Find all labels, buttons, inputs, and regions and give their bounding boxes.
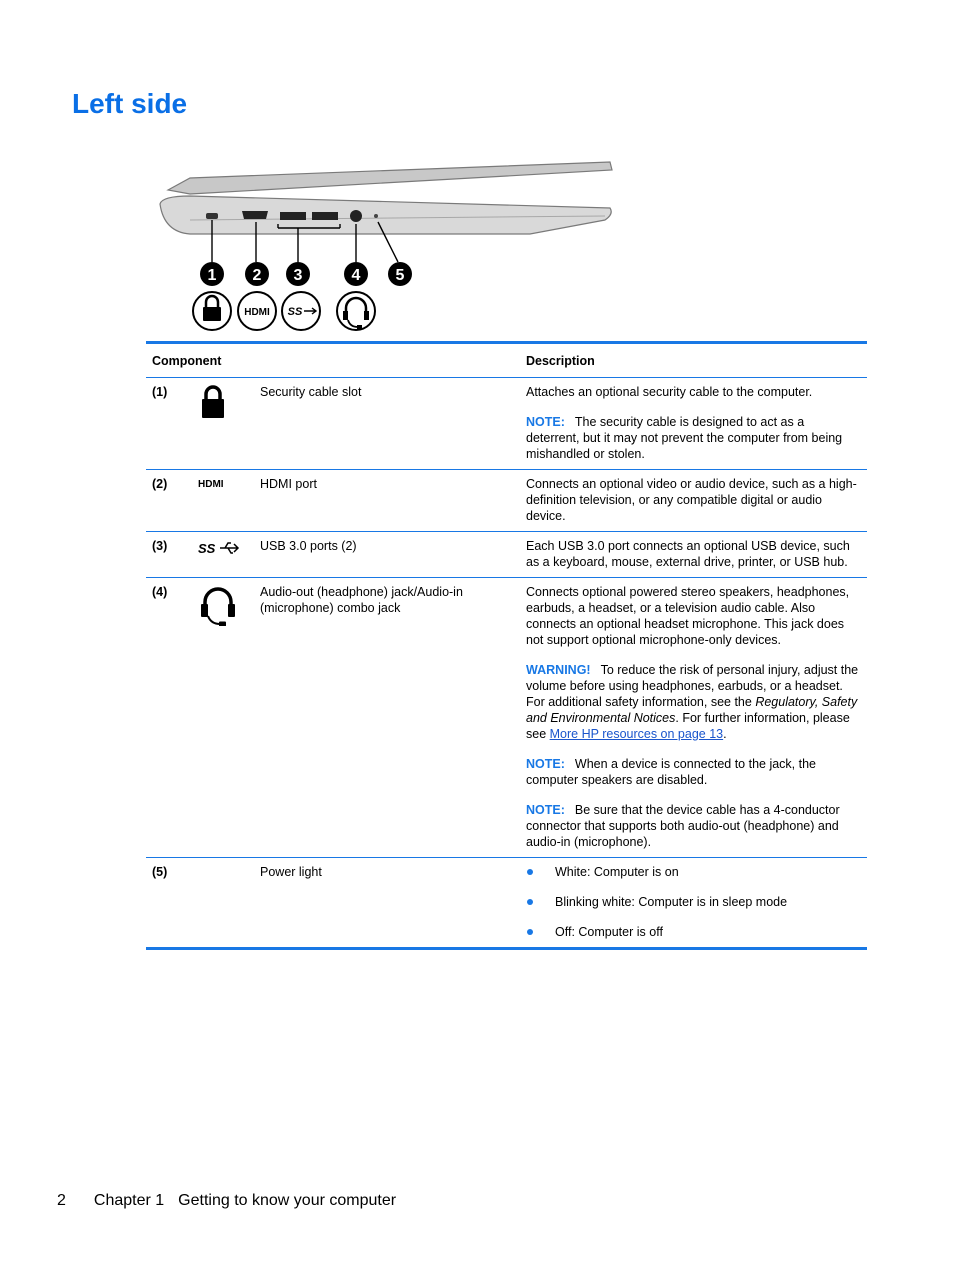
row-number: (2) [146, 470, 188, 532]
row-component-name: Security cable slot [260, 385, 362, 399]
warning-block [526, 662, 861, 742]
callout-4: 4 [351, 267, 361, 284]
table-row [146, 578, 867, 858]
row-icon-cell [188, 378, 254, 470]
row-component-name: Audio-out (headphone) jack/Audio-in (microphone) combo jack [254, 578, 520, 858]
row-description [520, 470, 867, 532]
row-number: (5) [146, 858, 188, 948]
usb-superspeed-icon [288, 306, 316, 318]
note-label: NOTE: [526, 415, 565, 429]
note-text: Be sure that the device cable has a 4-conductor connector that supports both audio-out (headphone) and audio-in (microphone). [526, 803, 840, 849]
bullet-icon [527, 929, 533, 935]
chapter-title: Getting to know your computer [178, 1192, 397, 1209]
header-description: Description [520, 344, 867, 378]
note-text: When a device is connected to the jack, the computer speakers are disabled. [526, 757, 817, 787]
callout-5: 5 [395, 267, 405, 284]
table-row [146, 532, 867, 578]
bullet-icon [527, 899, 533, 905]
page-footer [57, 1192, 396, 1210]
hdmi-icon [198, 476, 238, 490]
warning-end: . [723, 727, 727, 741]
row-description [520, 578, 867, 858]
note-text: The security cable is designed to act as a deterrent, but it may not prevent the computer from being mishandled or stolen. [526, 415, 843, 461]
svg-text:HDMI: HDMI [198, 479, 224, 490]
svg-text:SS: SS [198, 541, 216, 556]
warning-label: WARNING! [526, 663, 591, 677]
note-block [526, 802, 861, 850]
description-text: Connects optional powered stereo speakers, headphones, earbuds, a headset, or a television audio cable. Also connects an optional headset microphone. This jack does not support optional microphone-only devices. [526, 585, 850, 647]
svg-text:HDMI: HDMI [244, 307, 270, 318]
note-label: NOTE: [526, 757, 565, 771]
note-block [526, 756, 861, 788]
row-number: (1) [152, 385, 168, 399]
warning-text-continued: . For further information, please see [526, 711, 850, 741]
hdmi-icon [244, 307, 270, 318]
row-icon-cell [188, 532, 254, 578]
laptop-left-side-figure [150, 150, 620, 340]
component-table [146, 341, 867, 950]
page-number: 2 [57, 1192, 66, 1209]
row-icon-cell [188, 578, 254, 858]
table-row [146, 858, 867, 948]
usb-port-1-shape [280, 212, 306, 220]
usb-superspeed-icon [198, 538, 242, 558]
row-description [520, 858, 867, 948]
row-icon-cell [188, 470, 254, 532]
usb-port-2-shape [312, 212, 338, 220]
list-item [526, 864, 861, 880]
note-block [526, 414, 861, 462]
description-text: Connects an optional video or audio device, such as a high-definition television, or any compatible digital or audio device. [526, 477, 857, 523]
power-light-states-list [526, 864, 861, 940]
row-number: (4) [146, 578, 188, 858]
row-number: (3) [146, 532, 188, 578]
description-text: Attaches an optional security cable to the computer. [526, 385, 813, 399]
lock-icon [203, 296, 221, 321]
header-component: Component [146, 344, 520, 378]
headset-icon [198, 584, 238, 626]
description-text: Each USB 3.0 port connects an optional USB device, such as a keyboard, mouse, external drive, printer, or USB hub. [526, 539, 850, 569]
callout-1: 1 [207, 267, 217, 284]
table-row [146, 378, 867, 470]
power-light-shape [374, 214, 378, 218]
row-icon-cell [188, 858, 254, 948]
row-component-name: HDMI port [254, 470, 520, 532]
note-label: NOTE: [526, 803, 565, 817]
chapter-number: Chapter 1 [93, 1192, 165, 1209]
warning-text: To reduce the risk of personal injury, adjust the volume before using headphones, earbuds, or a headset. For additional safety information, see the [526, 663, 859, 709]
list-item [526, 894, 861, 910]
more-hp-resources-link[interactable]: More HP resources on page 13 [549, 727, 724, 741]
list-item-text: Blinking white: Computer is in sleep mode [555, 895, 788, 909]
callout-3: 3 [293, 267, 303, 284]
laptop-lid [168, 162, 612, 194]
row-component-name: USB 3.0 ports (2) [254, 532, 520, 578]
table-row [146, 470, 867, 532]
list-item-text: White: Computer is on [555, 865, 679, 879]
warning-reference-title: Regulatory, Safety and Environmental Notices [526, 695, 858, 725]
list-item [526, 924, 861, 940]
laptop-base [160, 196, 611, 234]
hdmi-port-shape [242, 211, 268, 219]
row-component-name: Power light [254, 858, 520, 948]
table-header-row [146, 344, 867, 378]
list-item-text: Off: Computer is off [555, 925, 663, 939]
lock-icon [198, 384, 228, 420]
headset-icon [343, 298, 369, 329]
svg-text:SS: SS [287, 306, 303, 318]
bullet-icon [527, 869, 533, 875]
row-description [520, 532, 867, 578]
audio-jack-shape [350, 210, 362, 222]
security-slot-shape [206, 213, 218, 219]
page-title: Left side [72, 88, 188, 119]
row-description [520, 378, 867, 470]
callout-2: 2 [252, 267, 262, 284]
